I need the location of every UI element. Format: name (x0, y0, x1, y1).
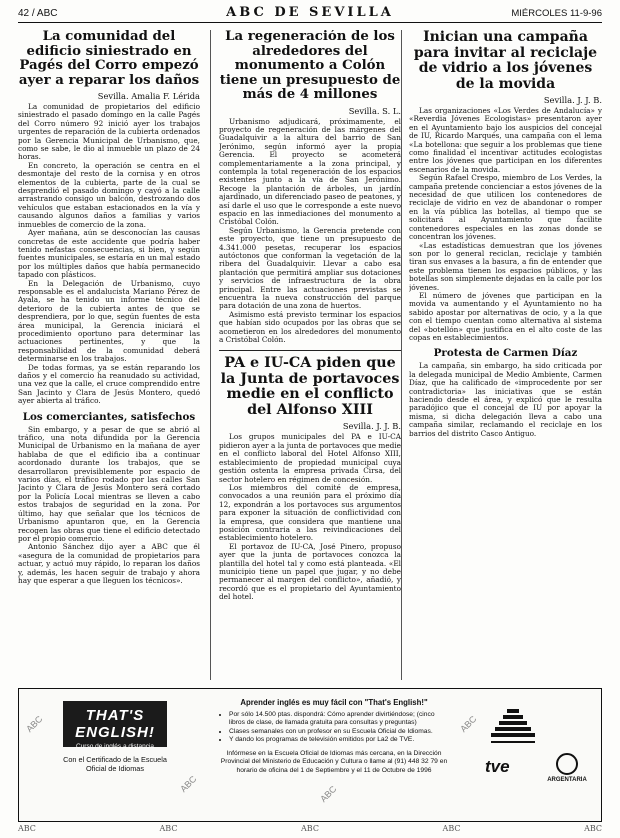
thats-english-logo (63, 701, 167, 750)
watermark: ABC (159, 823, 178, 833)
watermark: ABC (458, 713, 479, 735)
ministry-logo-icon (489, 703, 537, 747)
ad-text (219, 699, 449, 775)
issue-date: MIÉRCOLES 11-9-96 (511, 8, 602, 19)
paragraph: Sin embargo, y a pesar de que se abrió al tráfico, una nota difundida por la Gerencia Municipal de Urbanismo en la mañana de ayer hablaba de que el edificio iba a continuar acordonado durante los trabajos, que se desarrollaron previsiblemente por espacio de varios días, el tráfico rodado por las calles San Jacinto y Clara de Jesús Montero será cortado por la Policía Local mientras se lleven a cabo estos trabajos de seguridad en la zona. Por último, hay que señalar que los técnicos de Urbanismo apuntaron que, en la Gerencia recogen las obras que tiene el edificio detectado por el propio comercio. (18, 424, 200, 543)
paragraph: Las organizaciones «Los Verdes de Andalucía» y «Reverdia Jóvenes Ecologistas» presentaron ayer en el Ayuntamiento bajo los auspicios del concejal de IU, Ricardo Marqués, una campaña con el lema «La botellona: que seguir a los problemas que tiene como finalidad el incentivar actitudes ecologistas entre los jóvenes que participan en los diferentes escenarios de la movida. (409, 106, 602, 174)
certificate-note: Con el Certificado de la Escuela Oficial de Idiomas (63, 755, 167, 773)
paragraph: La campaña, sin embargo, ha sido criticada por la delegada municipal de Medio Ambiente, Carmen Díaz, que ha calificado de «improcedente por ser contradictoria» las iniciativas que se están haciendo desde el área, y explicó que le resulta paradójico que el concejal de IU por apoyar la misma, si dicha delegación lleva a cabo una campaña similar, reclamando el reciclaje en los barrios del distrito Casco Antiguo. (409, 361, 602, 438)
logo-title: THAT'S ENGLISH! (75, 707, 155, 741)
headline: La regeneración de los alrededores del monumento a Colón tiene un presupuesto de más de 4 millones (219, 30, 401, 102)
article-colon-monument (219, 30, 401, 680)
ad-bullets (219, 711, 449, 745)
watermark: ABC (18, 823, 36, 833)
paragraph: Antonio Sánchez dijo ayer a ABC que él «asegura de la comunidad de propietarios para actuar, y actuó muy rápido, lo reparan los daños y, además, les hacen seguir de trabajo y ahora hay que esperar a que lleguen los técnicos». (18, 542, 200, 585)
paragraph: Según Rafael Crespo, miembro de Los Verdes, la campaña pretende concienciar a estos jóvenes de la necesidad de que utilicen los contenedores de reciclaje de vidrio en vez de abandonar o romper en la vía pública las botellas, al tiempo que se solicitará al Ayuntamiento que facilite contenedores especiales en las zonas donde se concentran los jóvenes. (409, 173, 602, 242)
byline: Sevilla. S. L. (348, 105, 401, 116)
article-separator (219, 350, 401, 351)
headline-alfonso-xiii: PA e IU-CA piden que la Junta de portavoces medie en el conflicto del Alfonso XIII (220, 355, 400, 418)
watermark: ABC (301, 823, 319, 833)
section-title: ABC DE SEVILLA (226, 5, 394, 20)
article-body (18, 103, 200, 406)
subheading: Los comerciantes, satisfechos (22, 410, 196, 423)
article-glass-recycling (409, 30, 602, 680)
headline: Inician una campaña para invitar al reciclaje de vidrio a los jóvenes de la movida (413, 30, 598, 92)
paragraph: Urbanismo adjudicará, próximamente, el proyecto de regeneración de las márgenes del Guadalquivir a la altura del barrio de San Jerónimo, según informó ayer la propia Gerencia. El proyecto se acometerá complementariamente a la zona principal, y contempla la total regeneración de los espacios existentes junto a la vía de San Jerónimo. Recoge la plantación de árboles, un jardín ajardinado, un diferenciado paseo de peatones, y así darle el uso que le corresponde a este nuevo espacio en las inmediaciones del monumento a Cristóbal Colón. (219, 116, 401, 227)
argentaria-label: ARGENTARIA (547, 777, 587, 783)
byline: Sevilla. J. J. B. (543, 95, 602, 105)
ad-bullet: • Por sólo 14.500 ptas. dispondrá: Cómo aprender divirtiéndose; (cinco libros de clase, de llamada gratuita para consultas y preguntas) (229, 711, 449, 728)
column-divider (401, 30, 402, 680)
article-body (219, 433, 401, 601)
byline: Sevilla. J. J. B. (342, 421, 401, 432)
ad-title: Aprender inglés es muy fácil con "That's English!" (240, 698, 428, 707)
paragraph: En la Delegación de Urbanismo, cuyo responsable es el andalucista Mariano Pérez de Ayala, se ha tenido un informe técnico del deterioro de la cubierta antes de que se desprendiera, por lo que, según fuentes de esta área municipal, la Gerencia iniciará el procedimiento oportuno para determinar las actuaciones pertinentes, y que la responsabilidad de la comunidad deberá determinarse en los trabajos. (18, 278, 200, 364)
tve-logo: tve (485, 757, 510, 776)
page-number: 42 / ABC (18, 8, 58, 19)
ad-bullet: • Y dando los programas de televisión emitidos por La2 de TVE. (229, 736, 449, 745)
subheading: Protesta de Carmen Díaz (433, 347, 578, 360)
ad-bullet: • Clases semanales con un profesor en su Escuela Oficial de Idiomas. (229, 728, 449, 737)
paragraph: Asimismo está previsto terminar los espacios que habían sido ocupados por las obras que se acometieron en los alrededores del monumento a Cristóbal Colón. (219, 309, 401, 345)
paragraph: De todas formas, ya se están reparando los daños y el comercio ha reanudado su actividad, una vez que la calle, el cruce comprendido entre San Jacinto y Clara de Jesús Montero, quedó ayer abierta al tráfico. (18, 362, 200, 406)
article-body (18, 426, 200, 586)
paragraph: La comunidad de propietarios del edificio siniestrado el pasado domingo en la calle Pagés del Corro número 92 inició ayer los trabajos urgentes de reparación de la cubierta ordenados por la Gerencia Municipal de Urbanismo, que, como se sabe, le dio al inmueble un plazo de 24 horas. (18, 102, 200, 162)
paragraph: En concreto, la operación se centra en el desmontaje del resto de la cornisa y en otros elementos de la cubierta, parte de la cual se desprendió el pasado domingo y cayó a la calle arrastrando consigo un balcón, destrozando dos vehículos que estaban estacionados en la vía y causando algunos daños a familias y varios inmuebles de comercio de la zona. (18, 160, 200, 229)
logo-subtitle: Curso de inglés a distancia (75, 743, 155, 750)
watermark: ABC (442, 823, 461, 833)
paragraph: «Las estadísticas demuestran que los jóvenes son por lo general reciclan, reciclaje y también tiran sus envases a la basura, a fin de entender que este problema tienen los espacios públicos, y las botellas son simplemente dejadas en la calle por los jóvenes. (409, 240, 602, 292)
page-header (18, 4, 602, 23)
byline: Sevilla. Amalia F. Lérida (97, 91, 200, 101)
argentaria-logo (547, 753, 587, 783)
footer-watermarks (18, 824, 602, 832)
paragraph: Los grupos municipales del PA e IU-CA pidieron ayer a la junta de portavoces que medie en el conflicto laboral del Hotel Alfonso XIII, establecimiento de propiedad municipal cuya gestión ostenta la empresa privada Cirsa, del sector hotelero en régimen de concesión. (219, 432, 401, 484)
paragraph: Según Urbanismo, la Gerencia pretende con este proyecto, que tiene un presupuesto de 4.341.000 pesetas, recuperar los espacios autóctonos que conforman la vegetación de la ribera del Guadalquivir. Llevar a cabo esa plantación que permitirá ampliar sus dotaciones y servicios de infraestructura de la obra principal. Entre las actuaciones previstas se encuentra la nueva construcción del parque para dotación de una zona de huertos. (219, 225, 401, 311)
paragraph: El portavoz de IU-CA, José Pinero, propuso ayer que la junta de portavoces conozca la plantilla del hotel tal y como está planteada. «El municipio tiene un papel que jugar, y no debe permanecer al margen del conflicto», añadió, y recordó que es el propietario del Ayuntamiento del hotel. (219, 541, 401, 602)
watermark: ABC (24, 713, 45, 735)
watermark: ABC (178, 773, 199, 795)
article-body (219, 118, 401, 345)
article-body (409, 362, 602, 438)
watermark: ABC (318, 783, 339, 805)
watermark: ABC (584, 823, 602, 833)
advertisement-thats-english (18, 688, 602, 822)
argentaria-mark-icon (556, 753, 578, 775)
article-building-repair (18, 30, 200, 680)
paragraph: Los miembros del comité de empresa, convocados a una reunión para el próximo día 12, expondrán a los portavoces sus argumentos para exponer la situación de conflictividad con la empresa, que considera que mantiene una posición contraria a las reivindicaciones del establecimiento hotelero. (219, 482, 401, 543)
paragraph: Ayer mañana, aún se desconocían las causas concretas de este accidente que podría haber tenido nefastas consecuencias, si bien, y según fuentes municipales, se estaría en un mal estado por los múltiples daños que había permanecido tapado con plásticos. (18, 228, 200, 280)
paragraph: El número de jóvenes que participan en la movida va aumentando y el Ayuntamiento no ha sabido apostar por alternativas de ocio, y a la que con el tiempo cuentan como alternativa al sistema del «botellón» que justifica en el alto coste de las copas en establecimientos. (409, 290, 602, 342)
ad-info: Infórmese en la Escuela Oficial de Idiomas más cercana, en la Dirección Provincial del Ministerio de Educación y Cultura o llame al (91) 448 32 79 en horario de oficina del 1 de Septiembre y el 11 de Octubre de 1996 (220, 749, 448, 774)
article-body (409, 107, 602, 342)
headline: La comunidad del edificio siniestrado en Pagés del Corro empezó ayer a reparar los daños (18, 30, 200, 88)
column-divider (210, 30, 211, 680)
